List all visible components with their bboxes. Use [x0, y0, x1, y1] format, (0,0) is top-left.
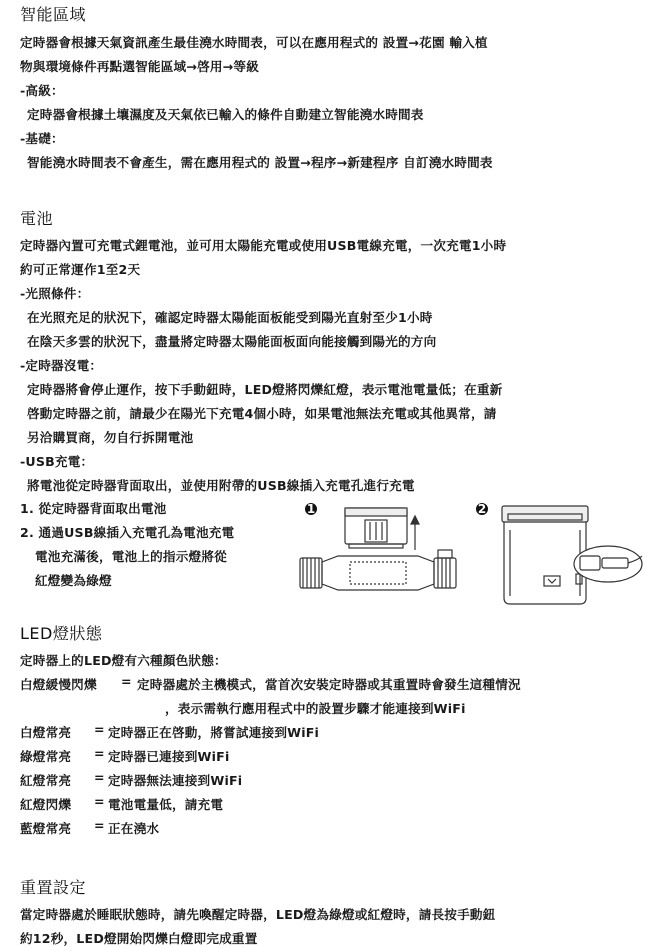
basic-text: 智能澆水時間表不會產生，需在應用程式的 設置→程序→新建程序 自訂澆水時間表	[27, 155, 493, 170]
led-green-on-value: 定時器已連接到WiFi	[108, 749, 230, 764]
step-2-c: 紅燈變為綠燈	[35, 573, 112, 588]
light-text-1: 在光照充足的狀況下，確認定時器太陽能面板能受到陽光直射至少1小時	[27, 310, 433, 325]
smart-zone-line2: 物與環境條件再點選智能區域→啓用→等級	[20, 59, 259, 74]
basic-label: -基礎：	[20, 131, 64, 146]
light-text-2: 在陰天多雲的狀況下，盡量將定時器太陽能面板面向能接觸到陽光的方向	[27, 334, 437, 349]
led-eq: =	[121, 674, 132, 689]
led-heading: LED燈狀態	[20, 624, 103, 643]
dead-label: -定時器沒電：	[20, 358, 103, 373]
dead-text-2: 啓動定時器之前，請最少在陽光下充電4個小時，如果電池無法充電或其他異常，請	[27, 406, 497, 421]
led-eq: =	[94, 794, 105, 809]
usb-label: -USB充電：	[20, 454, 94, 469]
figure-1-number: 1	[306, 502, 316, 516]
battery-removal-illustration	[290, 500, 470, 610]
battery-block-icon	[345, 508, 407, 548]
timer-pipe-icon	[300, 550, 456, 590]
led-white-on-key: 白燈常亮	[20, 725, 72, 740]
battery-heading: 電池	[20, 209, 54, 228]
advanced-text: 定時器會根據土壤濕度及天氣依已輸入的條件自動建立智能澆水時間表	[27, 107, 424, 122]
advanced-label: -高級：	[20, 83, 64, 98]
battery-unit-icon	[502, 506, 588, 604]
reset-heading: 重置設定	[20, 878, 87, 897]
step-2: 2. 通過USB線插入充電孔為電池充電	[20, 525, 235, 540]
led-intro: 定時器上的LED燈有六種顏色狀態：	[20, 653, 227, 668]
reset-line1: 當定時器處於睡眠狀態時，請先喚醒定時器，LED燈為綠燈或紅燈時，請長按手動鈕	[20, 907, 496, 922]
led-white-slow-value-2: ，表示需執行應用程式中的設置步驟才能連接到WiFi	[165, 701, 466, 716]
led-eq: =	[94, 722, 105, 737]
led-eq: =	[94, 746, 105, 761]
arrow-up-icon	[411, 516, 419, 550]
led-eq: =	[94, 770, 105, 785]
dead-text-1: 定時器將會停止運作，按下手動鈕時，LED燈將閃爍紅燈，表示電池電量低；在重新	[27, 382, 503, 397]
led-eq: =	[94, 818, 105, 833]
usb-charging-illustration	[490, 500, 648, 610]
figure-2-number: 2	[477, 502, 487, 516]
led-white-slow-key: 白燈緩慢閃爍	[20, 677, 97, 692]
led-red-flash-value: 電池電量低，請充電	[108, 797, 224, 812]
led-white-on-value: 定時器正在啓動，將嘗試連接到WiFi	[108, 725, 320, 740]
dead-text-3: 另洽購買商，勿自行拆開電池	[27, 430, 194, 445]
step-2-b: 電池充滿後，電池上的指示燈將從	[35, 549, 227, 564]
led-blue-on-key: 藍燈常亮	[20, 821, 72, 836]
usb-port-zoom-icon	[544, 546, 642, 586]
led-red-on-value: 定時器無法連接到WiFi	[108, 773, 243, 788]
reset-line2: 約12秒，LED燈開始閃爍白燈即完成重置	[20, 931, 258, 946]
smart-zone-heading: 智能區域	[20, 5, 87, 24]
led-red-flash-key: 紅燈閃爍	[20, 797, 72, 812]
light-label: -光照條件：	[20, 286, 90, 301]
led-green-on-key: 綠燈常亮	[20, 749, 72, 764]
smart-zone-line1: 定時器會根據天氣資訊產生最佳澆水時間表，可以在應用程式的 設置→花園 輸入植	[20, 35, 488, 50]
battery-line1: 定時器內置可充電式鋰電池，並可用太陽能充電或使用USB電線充電，一次充電1小時	[20, 238, 507, 253]
led-red-on-key: 紅燈常亮	[20, 773, 72, 788]
battery-line2: 約可正常運作1至2天	[20, 262, 141, 277]
led-blue-on-value: 正在澆水	[108, 821, 160, 836]
led-white-slow-value: 定時器處於主機模式，當首次安裝定時器或其重置時會發生這種情況	[137, 677, 521, 692]
step-1: 1. 從定時器背面取出電池	[20, 501, 167, 516]
usb-text: 將電池從定時器背面取出，並使用附帶的USB線插入充電孔進行充電	[27, 478, 415, 493]
